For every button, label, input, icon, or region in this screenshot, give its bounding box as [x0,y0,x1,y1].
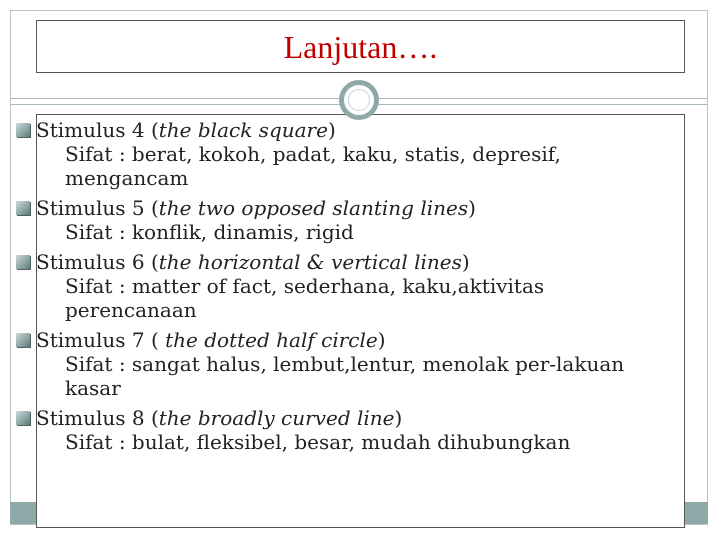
stimulus-heading [36,328,386,352]
square-bullet-icon [16,123,30,137]
stimulus-heading [36,406,402,430]
list-item [16,250,676,274]
stimulus-heading [36,118,336,142]
ring-ornament-icon [339,80,379,120]
stimulus-heading [36,250,470,274]
stimulus-desc: the black square [158,118,328,142]
sifat-line: perencanaan [65,298,197,322]
square-bullet-icon [16,411,30,425]
ring-inner [348,89,370,111]
stimulus-close: ) [327,118,336,142]
list-item [16,118,676,142]
sifat-line: Sifat : konflik, dinamis, rigid [65,220,354,244]
list-item [16,406,676,430]
sifat-line: mengancam [65,166,189,190]
slide-title: Lanjutan…. [283,28,438,65]
stimulus-close: ) [394,406,403,430]
sifat-line: kasar [65,376,121,400]
stimulus-close: ) [377,328,386,352]
stimulus-heading [36,196,476,220]
sifat-line: Sifat : sangat halus, lembut,lentur, menolak per-lakuan [65,352,625,376]
stimulus-desc: the broadly curved line [158,406,395,430]
stimulus-desc: the two opposed slanting lines [158,196,469,220]
sifat-line: Sifat : matter of fact, sederhana, kaku,aktivitas [65,274,545,298]
sifat-line: Sifat : berat, kokoh, padat, kaku, statis, depresif, [65,142,561,166]
stimulus-close: ) [468,196,476,220]
stimulus-label: Stimulus 5 ( [36,196,159,220]
square-bullet-icon [16,255,30,269]
sifat-line: Sifat : bulat, fleksibel, besar, mudah dihubungkan [65,430,571,454]
stimulus-label: Stimulus 8 ( [36,406,159,430]
stimulus-list [16,118,676,454]
stimulus-label: Stimulus 6 ( [36,250,159,274]
stimulus-desc: the horizontal & vertical lines [158,250,462,274]
list-item [16,196,676,220]
stimulus-label: Stimulus 4 ( [36,118,159,142]
stimulus-label: Stimulus 7 ( [36,328,166,352]
square-bullet-icon [16,333,30,347]
square-bullet-icon [16,201,30,215]
stimulus-close: ) [461,250,470,274]
stimulus-desc: the dotted half circle [165,328,378,352]
list-item [16,328,676,352]
title-box [36,20,685,73]
